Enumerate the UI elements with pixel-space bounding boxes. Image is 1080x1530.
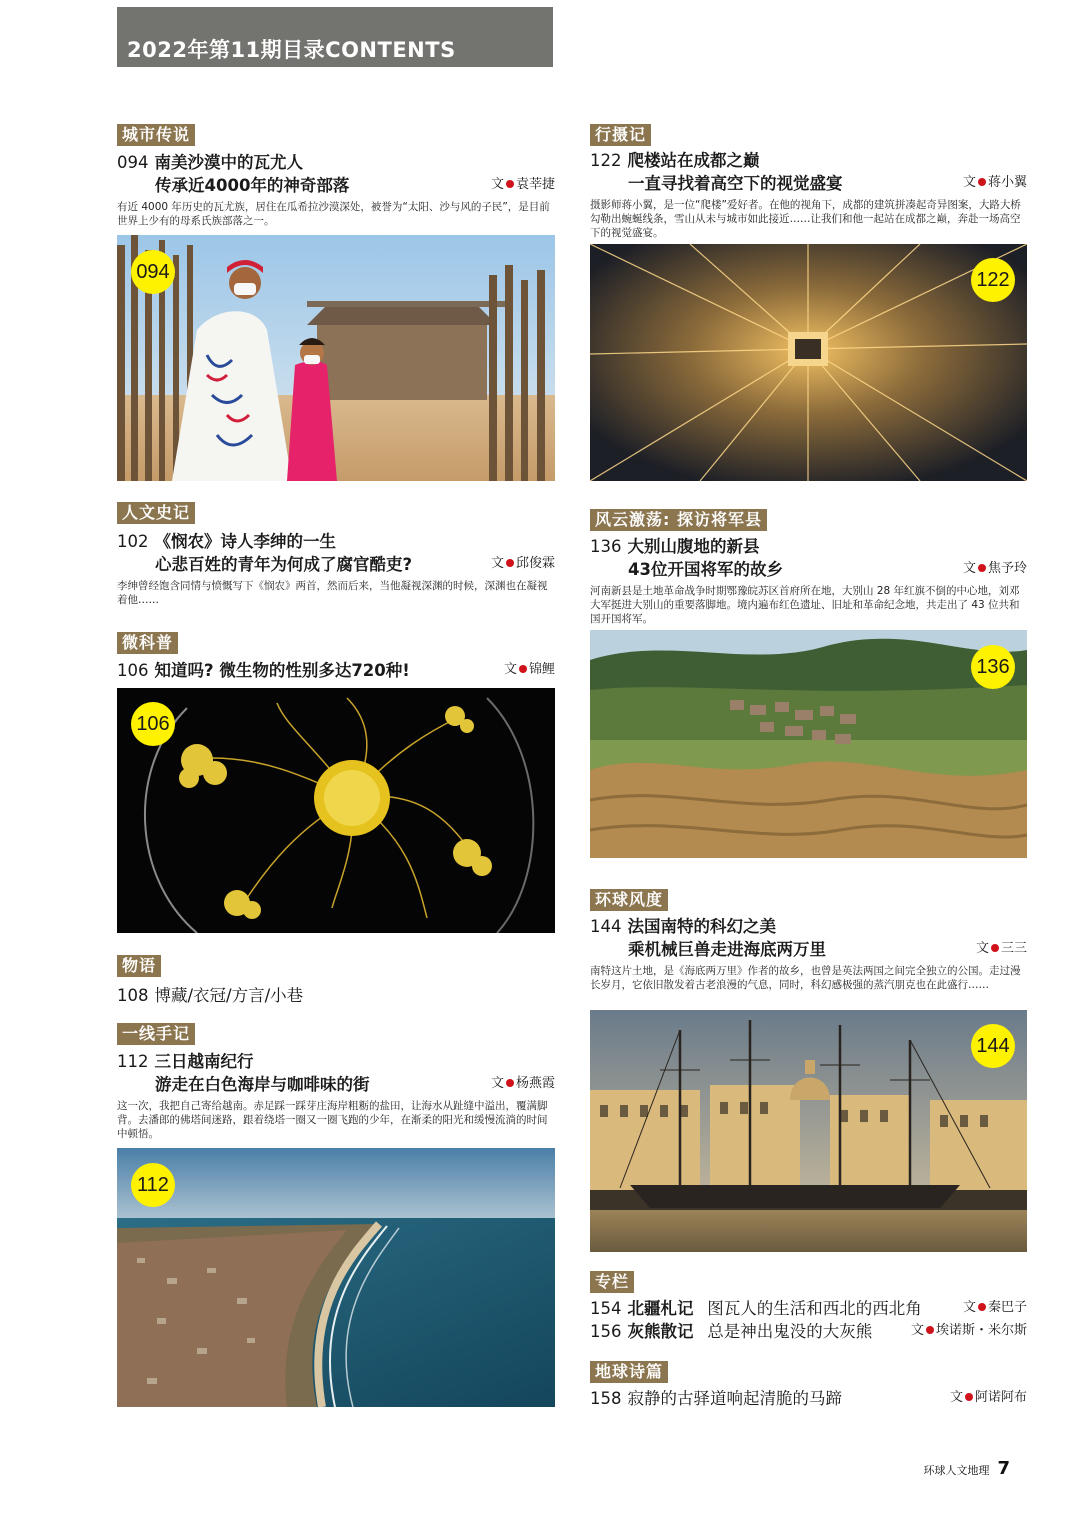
entry-description: 南特这片土地，是《海底两万里》作者的故乡，也曾是英法两国之间完全独立的公国。走过漫长岁月，它依旧散发着古老浪漫的气息，同时，科幻感极强的蒸汽朋克也在此盛行…… xyxy=(590,965,1021,991)
entry-description: 有近 4000 年历史的瓦尤族，居住在瓜希拉沙漠深处，被誉为“太阳、沙与风的子民”，是目前世界上少有的母系氏族部落之一。 xyxy=(117,201,550,227)
entry-158[interactable] xyxy=(590,1361,1027,1410)
photo-wayuu-women[interactable] xyxy=(117,235,555,481)
author: 文 焦予玲 xyxy=(962,561,1027,576)
entry-122[interactable] xyxy=(590,124,1027,240)
section-tag: 风云激荡: 探访将军县 xyxy=(590,509,767,531)
entry-subtitle[interactable]: 心悲百姓的青年为何成了腐官酷吏? 文 邱俊霖 xyxy=(117,553,555,576)
entry-title[interactable]: 106 知道吗? 微生物的性别多达720种! 文 锦鲤 xyxy=(117,659,555,682)
page-number: 7 xyxy=(997,1458,1010,1479)
photo-microbe[interactable] xyxy=(117,688,555,933)
entry-title[interactable]: 108 博藏/衣冠/方言/小巷 xyxy=(117,986,304,1005)
entry-description: 摄影师蒋小翼，是一位“爬楼”爱好者。在他的视角下，成都的建筑拼凑起奇异图案，大路大桥勾勒出蜿蜒线条，雪山从未与城市如此接近……让我们和他一起站在成都之巅，奔赴一场高空下的视觉盛宴。 xyxy=(590,199,1021,239)
photo-nantes-ship[interactable] xyxy=(590,1010,1027,1252)
author: 文 阿诺阿布 xyxy=(949,1390,1027,1405)
entry-subtitle[interactable]: 游走在白色海岸与咖啡味的街 文 杨燕霞 xyxy=(117,1073,555,1096)
page-badge: 112 xyxy=(131,1163,175,1207)
section-tag: 人文史记 xyxy=(117,502,195,524)
entry-136[interactable] xyxy=(590,509,1027,626)
entry-106[interactable] xyxy=(117,632,555,682)
entry-112[interactable] xyxy=(117,1023,555,1141)
photo-village-illustration xyxy=(590,630,1027,858)
entry-title[interactable]: 144 法国南特的科幻之美 xyxy=(590,917,776,936)
entry-title[interactable]: 158 寂静的古驿道响起清脆的马蹄 文 阿诺阿布 xyxy=(590,1387,1027,1410)
photo-chengdu-aerial[interactable] xyxy=(590,244,1027,481)
page-title: 2022年第11期目录CONTENTS xyxy=(127,38,456,62)
section-tag: 物语 xyxy=(117,955,161,977)
section-tag: 城市传说 xyxy=(117,124,195,146)
author: 文 三三 xyxy=(975,941,1027,956)
entry-title[interactable]: 122 爬楼站在成都之巅 xyxy=(590,151,760,170)
photo-microbe-illustration xyxy=(117,688,555,933)
entry-title[interactable]: 112 三日越南纪行 xyxy=(117,1052,254,1071)
entry-description: 这一次，我把自己寄给越南。赤足踩一踩芽庄海岸粗粝的盐田，让海水从趾缝中溢出，覆满脚背。去潘郎的佛塔间迷路，跟着绕塔一圈又一圈飞跑的少年，在渐柔的阳光和缓慢流淌的时间中顿悟。 xyxy=(117,1100,548,1140)
author: 文 邱俊霖 xyxy=(490,556,555,571)
page-footer xyxy=(923,1458,1010,1479)
page-badge: 094 xyxy=(131,250,175,294)
magazine-name: 环球人文地理 xyxy=(923,1464,990,1477)
page-badge: 144 xyxy=(971,1024,1015,1068)
author: 文 埃诺斯・米尔斯 xyxy=(910,1323,1027,1338)
entry-subtitle[interactable]: 传承近4000年的神奇部落 文 袁莘捷 xyxy=(117,174,555,197)
entry-094[interactable] xyxy=(117,124,555,228)
entry-subtitle[interactable]: 一直寻找着高空下的视觉盛宴 文 蒋小翼 xyxy=(590,172,1027,195)
page-badge: 106 xyxy=(131,702,175,746)
entry-108[interactable] xyxy=(117,955,555,1007)
entry-subtitle[interactable]: 43位开国将军的故乡 文 焦予玲 xyxy=(590,558,1027,581)
author: 文 秦巴子 xyxy=(962,1300,1027,1315)
section-tag: 行摄记 xyxy=(590,124,651,146)
photo-wayuu-illustration xyxy=(117,235,555,481)
entry-102[interactable] xyxy=(117,502,555,607)
entry-column[interactable] xyxy=(590,1271,1027,1343)
column-row-156[interactable]: 156 灰熊散记 总是神出鬼没的大灰熊 文 埃诺斯・米尔斯 xyxy=(590,1320,1027,1343)
author: 文 杨燕霞 xyxy=(490,1076,555,1091)
photo-xinxian-village[interactable] xyxy=(590,630,1027,858)
entry-description: 李绅曾经饱含同情与愤慨写下《悯农》两首，然而后来，当他凝视深渊的时候，深渊也在凝视着他…… xyxy=(117,580,548,606)
section-tag: 专栏 xyxy=(590,1271,634,1293)
column-row-154[interactable]: 154 北疆札记 图瓦人的生活和西北的西北角 文 秦巴子 xyxy=(590,1297,1027,1320)
entry-subtitle[interactable]: 乘机械巨兽走进海底两万里 文 三三 xyxy=(590,938,1027,961)
page-badge: 122 xyxy=(971,258,1015,302)
photo-city-illustration xyxy=(590,244,1027,481)
section-tag: 微科普 xyxy=(117,632,178,654)
section-tag: 环球风度 xyxy=(590,889,668,911)
photo-coast-illustration xyxy=(117,1148,555,1407)
section-tag: 一线手记 xyxy=(117,1023,195,1045)
entry-title[interactable]: 136 大别山腹地的新县 xyxy=(590,537,760,556)
author: 文 锦鲤 xyxy=(503,662,555,677)
section-tag: 地球诗篇 xyxy=(590,1361,668,1383)
photo-vietnam-coast[interactable] xyxy=(117,1148,555,1407)
header-bar xyxy=(117,7,553,67)
photo-nantes-illustration xyxy=(590,1010,1027,1252)
author: 文 蒋小翼 xyxy=(962,175,1027,190)
entry-144[interactable] xyxy=(590,889,1027,992)
entry-title[interactable]: 102 《悯农》诗人李绅的一生 xyxy=(117,532,336,551)
entry-description: 河南新县是土地革命战争时期鄂豫皖苏区首府所在地，大别山 28 年红旗不倒的中心地，刘邓大军挺进大别山的重要落脚地。境内遍布红色遗址、旧址和革命纪念地，共走出了 43 位共和国开国将军。 xyxy=(590,585,1020,625)
author: 文 袁莘捷 xyxy=(490,177,555,192)
entry-title[interactable]: 094 南美沙漠中的瓦尤人 xyxy=(117,153,303,172)
page-badge: 136 xyxy=(971,645,1015,689)
